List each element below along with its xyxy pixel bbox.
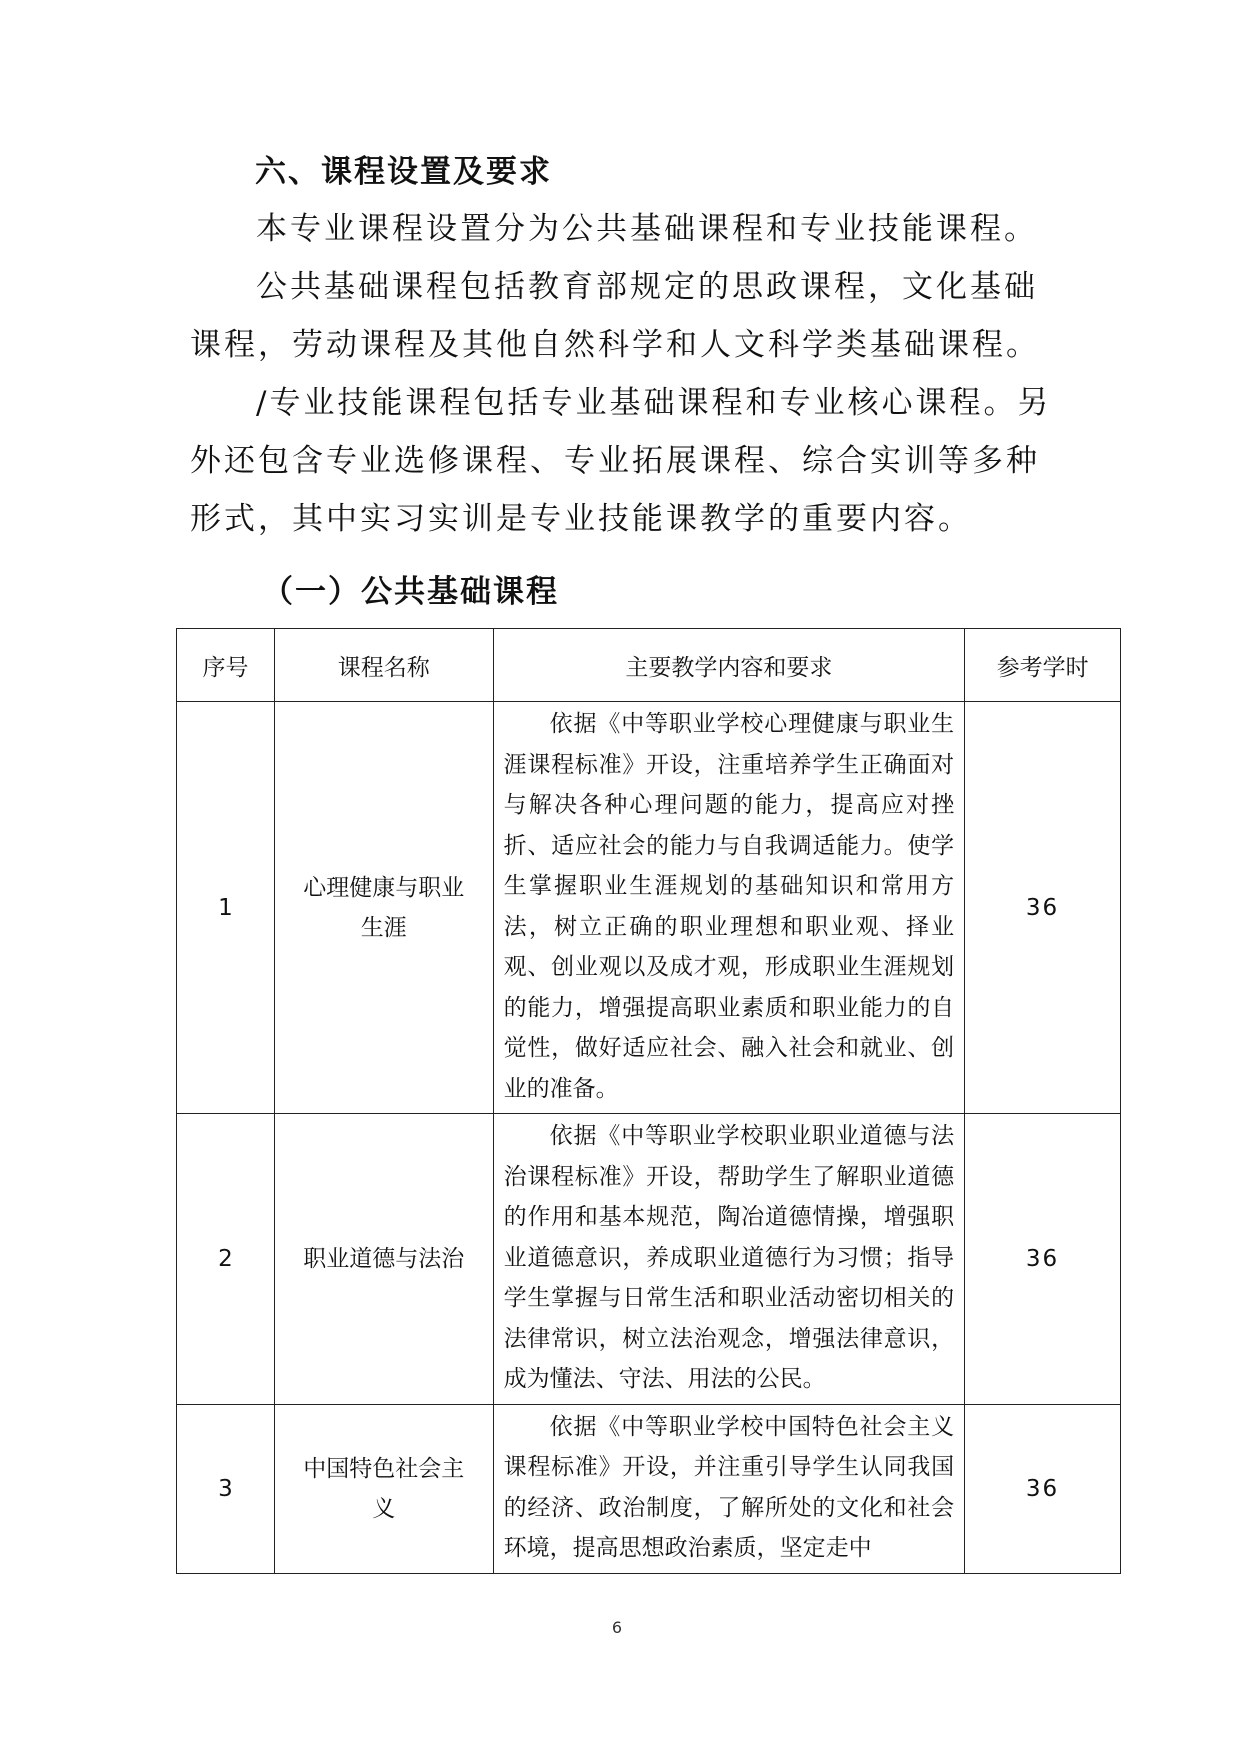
- course-table: [176, 628, 1121, 1574]
- row-content: [493, 702, 964, 1114]
- row-course-name: 中国特色社会主义: [274, 1404, 493, 1573]
- paragraph: 公共基础课程包括教育部规定的思政课程，文化基础课程，劳动课程及其他自然科学和人文科学类基础课程。: [190, 269, 1040, 363]
- row-content-text: 依据《中等职业学校职业职业道德与法治课程标准》开设，帮助学生了解职业道德的作用和基本规范，陶冶道德情操，增强职业道德意识，养成职业道德行为习惯；指导学生掌握与日常生活和职业活动密切相关的法律常识，树立法治观念，增强法律意识，成为懂法、守法、用法的公民。: [503, 1123, 955, 1392]
- row-content: [493, 1114, 964, 1405]
- row-content: [493, 1404, 964, 1573]
- paragraph: 本专业课程设置分为公共基础课程和专业技能课程。: [256, 211, 1038, 247]
- table-row: [177, 1404, 1121, 1573]
- row-index: 3: [177, 1404, 275, 1573]
- body-text: [190, 200, 1060, 548]
- table-row: [177, 1114, 1121, 1405]
- paragraph: /专业技能课程包括专业基础课程和专业核心课程。另外还包含专业选修课程、专业拓展课程、综合实训等多种形式，其中实习实训是专业技能课教学的重要内容。: [190, 385, 1052, 537]
- page-number: 6: [611, 1618, 623, 1637]
- row-content-text: 依据《中等职业学校心理健康与职业生涯课程标准》开设，注重培养学生正确面对与解决各种心理问题的能力，提高应对挫折、适应社会的能力与自我调适能力。使学生掌握职业生涯规划的基础知识和常用方法，树立正确的职业理想和职业观、择业观、创业观以及成才观，形成职业生涯规划的能力，增强提高职业素质和职业能力的自觉性，做好适应社会、融入社会和就业、创业的准备。: [503, 711, 955, 1102]
- row-hours: 36: [965, 1404, 1121, 1573]
- section-heading: 六、课程设置及要求: [255, 154, 552, 190]
- table-header-row: [177, 629, 1121, 702]
- table-row: [177, 702, 1121, 1114]
- row-course-name: 心理健康与职业生涯: [274, 702, 493, 1114]
- row-hours: 36: [965, 702, 1121, 1114]
- row-content-text: 依据《中等职业学校中国特色社会主义课程标准》开设，并注重引导学生认同我国的经济、政治制度，了解所处的文化和社会环境，提高思想政治素质，坚定走中: [503, 1413, 955, 1561]
- header-content: 主要教学内容和要求: [493, 629, 964, 702]
- row-course-name: 职业道德与法治: [274, 1114, 493, 1405]
- header-hours: 参考学时: [965, 629, 1121, 702]
- row-hours: 36: [965, 1114, 1121, 1405]
- row-index: 1: [177, 702, 275, 1114]
- header-index: 序号: [177, 629, 275, 702]
- sub-heading: （一）公共基础课程: [262, 574, 559, 610]
- row-index: 2: [177, 1114, 275, 1405]
- header-course-name: 课程名称: [274, 629, 493, 702]
